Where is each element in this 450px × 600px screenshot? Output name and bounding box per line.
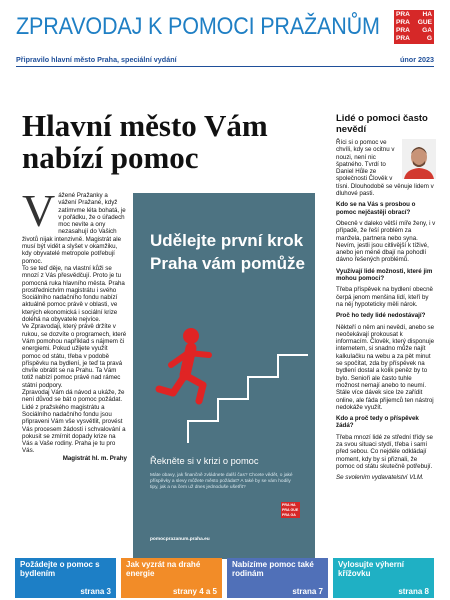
portrait-photo [402,139,436,179]
main-headline: Hlavní město Vám nabízí pomoc [22,108,268,175]
editorial-letter [22,185,127,462]
newsletter-title: ZPRAVODAJ K POMOCI PRAŽANŮM [16,13,380,40]
publisher-text: Připravilo hlavní město Praha, speciální vydání [16,55,177,64]
sidebar-title: Lidé o pomoci často nevědí [336,113,428,135]
interview-question: Kdo se na Vás s prosbou o pomoc nejčastěji obrací? [336,201,416,216]
tile-housing[interactable]: Požádejte o pomoc s bydlením strana 3 [15,558,116,598]
letter-signature: Magistrát hl. m. Prahy [62,454,127,462]
issue-line [16,55,434,64]
letter-paragraph: ážené Pražanky a vážení Pražané, když zatímvme léta bohatá, je v pořádku, že o úřadech moc nevíte a ony nezasahují do Vašich životů nijak intenzivně. Magistrát ale musí být vidět a slyšet v okamžiku, kdy obyvatelé metropole potřebují pomoc. [22,192,126,265]
poster-praha-logo: PRA HA PRA GUE PRA GA [282,503,299,517]
poster-text: Máte obavy, jak finančně zvládnete další čas? Chcete vědět, o jaké příspěvky a slevy můžete město požádat? A také by se vám hodily tipy, jak a na čem už dnes jednoduše ušetřit? [150,473,293,491]
drop-cap: V [22,185,56,236]
sidebar-intro: Říci si o pomoc ve chvíli, kdy se ocitnu v nouzi, není nic špatného. Tvrdí to Daniel Hůle ze společnosti Člověk v tísni. Dlouhodobě se věnuje lidem v dluhové pasti. [336,139,434,198]
teaser-tiles [15,558,435,598]
runner-icon [159,328,209,401]
letter-paragraph: Ve Zpravodaji, který právě držíte v rukou, se dozvíte o programech, které Vám pomohou například s nájmem či energiemi. Pokud užijete využít pomoc od státu, třeba v podobě příspěvku na bydlení, je teď ta pravá chvíle obrátit se na Prahu. Ta Vám totiž nabízí pomoc právě nad rámec státní podpory. [22,323,127,389]
divider [16,66,434,67]
issue-date: únor 2023 [400,55,434,64]
masthead [16,10,434,42]
tile-families[interactable]: Nabízíme pomoc také rodinám strana 7 [227,558,328,598]
campaign-poster [133,193,315,559]
praha-logo: PRA HA PRA GUE PRA GA PRA G [396,11,432,42]
letter-paragraph: To se teď děje, na vlastní kůži se mnozí z Vás přesvědčují. Proto je tu pomocná ruka hlavního města. Praha prostřednictvím magistrátu i svého Sociálního nadačního fondu nabízí aktuálně pomoc právě v oblasti, ve kterých ekonomická i sociální krize doléhá na obyvatele nejvíce. [22,264,125,324]
poster-title: Udělejte první krok Praha vám pomůže [150,231,305,273]
tile-energy[interactable]: Jak vyzrát na drahé energie strany 4 a 5 [121,558,222,598]
interview-question: Kdo a proč tedy o příspěvek žádá? [336,415,419,430]
interview-answer: Třeba mnozí lidé ze střední třídy se za svou situaci stydí, třeba i samí před sebou. Co nejdéle odkládají moment, kdy by si přiznali, že pomoc od státu skutečně potřebují. [336,433,433,470]
poster-url: pomocprazanum.praha.eu [150,537,210,542]
letter-paragraph: Zpravodaj Vám dá návod a ukáže, že není důvod se bát o pomoc požádat. Lidé z pražského magistrátu a Sociálního nadačního fondu jsou připraveni Vám vše vysvětlit, provést Vás procesem žádosti i schvalování a pokusit se zmírnit dopady krize na Vás a Vaše rodiny. Praha je tu pro Vás. [22,389,126,455]
stairs-icon [188,355,308,443]
interview-answer: Někteří o něm ani nevědí, anebo se neočekávají prokousat k informacím. Člověk, který disponuje internetem, si snadno může najít kalkulačku na webu a za pět minut se spočítat, zda by příspěvek na bydlení dostal a kolik peněz by to bylo. Senioři ale často tuhle možnost nemají anebo to neumí. Stále více dávek sice lze zařídit online, ale fáda přijemců ten nástroj nedokáže využít. [336,323,435,411]
interview-answer: Třeba příspěvek na bydlení obecně čerpá jenom menšina lidí, kteří by na něj hypoteticky měli nárok. [336,286,433,308]
stairs-runner-illustration [133,293,315,453]
interview-answer: Obecně v daleko větší míře ženy, i v případě, že řeší problém za manžela, partnera nebo syna. Nevím, jestli jsou citlivější k tíživé, anebo jen méně dbají na pohodlí dávno řešených problémů. [336,219,436,264]
interview-question: Proč ho tedy lidé nedostávají? [336,312,426,320]
tile-crossword[interactable]: Vylosujte výherní křížovku strana 8 [333,558,434,598]
interview-question: Využívají lidé možnosti, které jim mohou pomoci? [336,267,433,283]
poster-tagline: Řekněte si v krizi o pomoc [150,456,259,466]
person-icon [402,139,436,179]
sidebar-credit: Se svolením vydavatelství VLM. [336,474,424,482]
interview-sidebar [336,113,436,485]
